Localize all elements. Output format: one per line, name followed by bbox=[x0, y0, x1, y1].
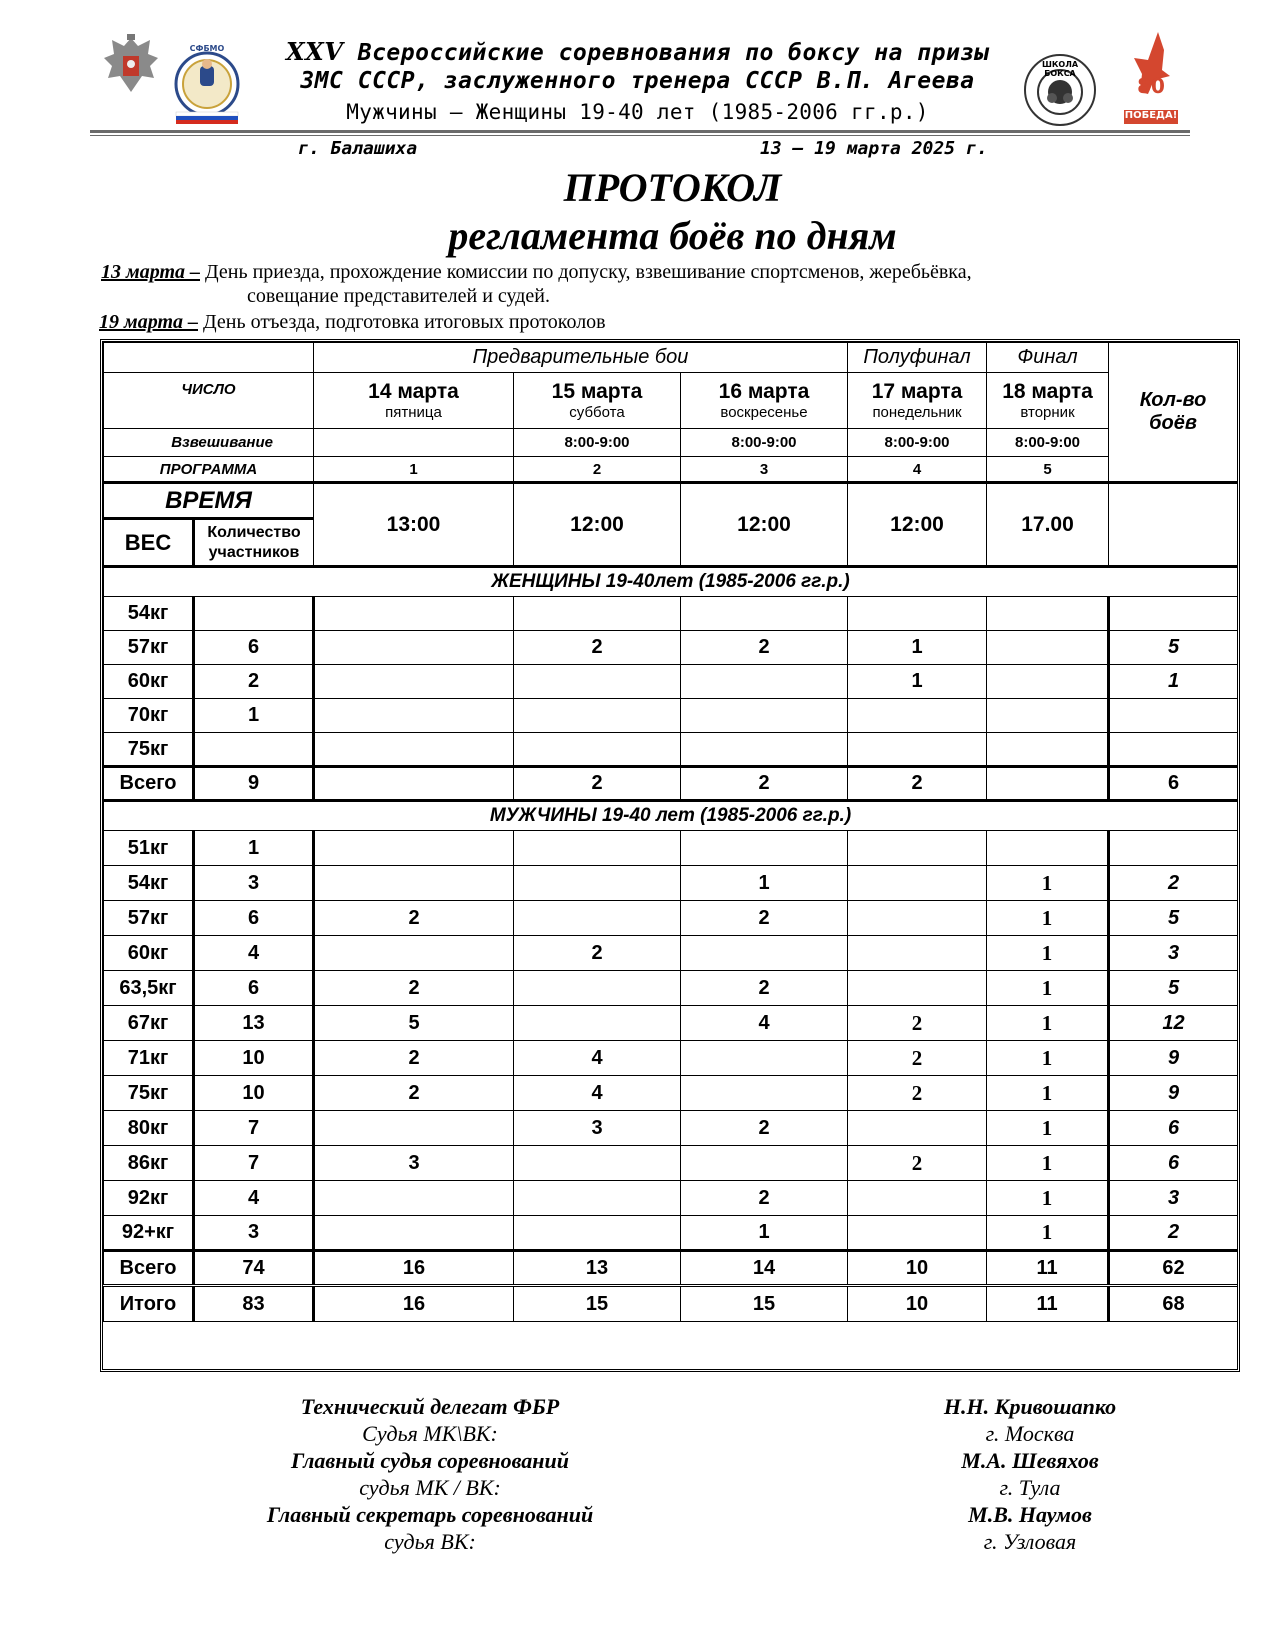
table-row bbox=[104, 1286, 1238, 1322]
bouts-day-2 bbox=[514, 597, 681, 631]
bouts-day-5 bbox=[987, 631, 1109, 665]
note-arrival bbox=[101, 260, 1221, 284]
note-departure bbox=[99, 310, 606, 334]
weight-cell: 51кг bbox=[104, 831, 194, 866]
bouts-day-1: 3 bbox=[314, 1146, 514, 1181]
bouts-day-2 bbox=[514, 1216, 681, 1251]
bouts-day-3 bbox=[681, 1041, 848, 1076]
bouts-day-2: 4 bbox=[514, 1076, 681, 1111]
table-row bbox=[104, 699, 1238, 733]
bouts-total bbox=[1109, 733, 1238, 767]
bouts-day-1 bbox=[314, 1181, 514, 1216]
table-row bbox=[104, 1006, 1238, 1041]
bouts-day-5: 11 bbox=[987, 1251, 1109, 1286]
bouts-day-2 bbox=[514, 1146, 681, 1181]
bouts-day-1: 16 bbox=[314, 1286, 514, 1322]
bouts-day-5: 1 bbox=[987, 971, 1109, 1006]
participants-label: Количество участников bbox=[194, 519, 314, 567]
stage-semi: Полуфинал bbox=[848, 343, 987, 373]
bouts-day-2: 13 bbox=[514, 1251, 681, 1286]
bouts-day-1: 16 bbox=[314, 1251, 514, 1286]
participants-cell: 7 bbox=[194, 1146, 314, 1181]
weigh-day-1 bbox=[314, 429, 514, 457]
participants-cell: 7 bbox=[194, 1111, 314, 1146]
bouts-total bbox=[1109, 831, 1238, 866]
bouts-day-4: 2 bbox=[848, 1076, 987, 1111]
bouts-day-4 bbox=[848, 733, 987, 767]
bouts-day-3 bbox=[681, 597, 848, 631]
kolvo-header: Кол-во боёв bbox=[1109, 343, 1238, 483]
time-day-2: 12:00 bbox=[514, 483, 681, 567]
participants-cell: 2 bbox=[194, 665, 314, 699]
day-5-header: 18 марта вторник bbox=[987, 373, 1109, 429]
stage-prelim: Предварительные бои bbox=[314, 343, 848, 373]
bouts-day-4: 1 bbox=[848, 665, 987, 699]
day-2-header: 15 марта суббота bbox=[514, 373, 681, 429]
bouts-day-4 bbox=[848, 831, 987, 866]
bouts-total bbox=[1109, 699, 1238, 733]
weight-cell: 86кг bbox=[104, 1146, 194, 1181]
bouts-day-4 bbox=[848, 1111, 987, 1146]
day-4-header: 17 марта понедельник bbox=[848, 373, 987, 429]
sig-name-1: Н.Н. Кривошапко bbox=[943, 1394, 1117, 1419]
bouts-day-5: 1 bbox=[987, 901, 1109, 936]
program-day-3: 3 bbox=[681, 457, 848, 483]
bouts-total: 9 bbox=[1109, 1041, 1238, 1076]
bouts-day-1 bbox=[314, 767, 514, 801]
sig-role-2-sub: судья МК / ВК: bbox=[359, 1475, 501, 1500]
table-row bbox=[104, 597, 1238, 631]
participants-cell: 6 bbox=[194, 971, 314, 1006]
header-rule-thin bbox=[90, 135, 1190, 136]
bouts-day-4 bbox=[848, 699, 987, 733]
event-city: г. Балашиха bbox=[298, 138, 418, 159]
header-line-3: Мужчины – Женщины 19-40 лет (1985-2006 гг.р.) bbox=[346, 100, 929, 124]
bouts-day-2: 2 bbox=[514, 936, 681, 971]
bouts-day-2: 4 bbox=[514, 1041, 681, 1076]
bouts-day-1: 5 bbox=[314, 1006, 514, 1041]
participants-cell: 10 bbox=[194, 1041, 314, 1076]
bouts-day-2 bbox=[514, 971, 681, 1006]
bouts-day-3 bbox=[681, 831, 848, 866]
table-row bbox=[104, 733, 1238, 767]
table-row bbox=[104, 631, 1238, 665]
boxing-school-logo-text: ШКОЛА БОКСА bbox=[1041, 60, 1079, 78]
bouts-day-1 bbox=[314, 936, 514, 971]
hdr-empty bbox=[104, 343, 314, 373]
time-label: ВРЕМЯ bbox=[104, 483, 314, 519]
weight-cell: 63,5кг bbox=[104, 971, 194, 1006]
program-day-5: 5 bbox=[987, 457, 1109, 483]
table-row bbox=[104, 1041, 1238, 1076]
bouts-day-3 bbox=[681, 733, 848, 767]
sig-city-3: г. Узловая bbox=[983, 1529, 1077, 1554]
note-departure-text: День отъезда, подготовка итоговых протоколов bbox=[198, 311, 606, 333]
bouts-day-2 bbox=[514, 665, 681, 699]
time-day-5: 17.00 bbox=[987, 483, 1109, 567]
weight-cell: 70кг bbox=[104, 699, 194, 733]
table-row bbox=[104, 1146, 1238, 1181]
schedule-table bbox=[100, 339, 1240, 1372]
bouts-day-4 bbox=[848, 597, 987, 631]
weight-cell: 54кг bbox=[104, 597, 194, 631]
bouts-day-3 bbox=[681, 665, 848, 699]
bouts-total: 6 bbox=[1109, 767, 1238, 801]
bouts-day-2 bbox=[514, 1006, 681, 1041]
bouts-day-1 bbox=[314, 1111, 514, 1146]
bouts-total: 6 bbox=[1109, 1146, 1238, 1181]
bouts-day-3: 2 bbox=[681, 1181, 848, 1216]
bouts-day-1 bbox=[314, 733, 514, 767]
bouts-total: 2 bbox=[1109, 1216, 1238, 1251]
time-day-1: 13:00 bbox=[314, 483, 514, 567]
sig-city-2: г. Тула bbox=[999, 1475, 1061, 1500]
bouts-day-2 bbox=[514, 866, 681, 901]
bouts-day-4: 2 bbox=[848, 1146, 987, 1181]
participants-cell: 74 bbox=[194, 1251, 314, 1286]
program-day-1: 1 bbox=[314, 457, 514, 483]
time-kolvo-empty bbox=[1109, 483, 1238, 567]
weight-label: ВЕС bbox=[104, 519, 194, 567]
participants-cell: 13 bbox=[194, 1006, 314, 1041]
header-rule bbox=[90, 130, 1190, 133]
bouts-day-3: 2 bbox=[681, 901, 848, 936]
bouts-day-1 bbox=[314, 597, 514, 631]
participants-cell: 3 bbox=[194, 866, 314, 901]
bouts-day-4: 1 bbox=[848, 631, 987, 665]
bouts-day-1 bbox=[314, 631, 514, 665]
women-section-title: ЖЕНЩИНЫ 19-40лет (1985-2006 гг.р.) bbox=[104, 567, 1238, 597]
bouts-day-5: 1 bbox=[987, 866, 1109, 901]
table-row bbox=[104, 971, 1238, 1006]
weight-cell: 75кг bbox=[104, 1076, 194, 1111]
weigh-day-3: 8:00-9:00 bbox=[681, 429, 848, 457]
bouts-day-5 bbox=[987, 767, 1109, 801]
sig-name-2: М.А. Шевяхов bbox=[961, 1448, 1099, 1473]
bouts-day-5: 1 bbox=[987, 1216, 1109, 1251]
bouts-day-3 bbox=[681, 1146, 848, 1181]
bouts-day-5 bbox=[987, 733, 1109, 767]
program-label: ПРОГРАММА bbox=[104, 457, 314, 483]
bouts-day-1 bbox=[314, 831, 514, 866]
bouts-total: 6 bbox=[1109, 1111, 1238, 1146]
bouts-day-2: 3 bbox=[514, 1111, 681, 1146]
bouts-day-1 bbox=[314, 1216, 514, 1251]
participants-cell: 1 bbox=[194, 699, 314, 733]
table-row bbox=[104, 767, 1238, 801]
header-line-2: ЗМС СССР, заслуженного тренера СССР В.П. Агеева bbox=[300, 68, 975, 94]
protocol-title: ПРОТОКОЛ bbox=[563, 165, 782, 210]
participants-cell: 1 bbox=[194, 831, 314, 866]
weigh-day-5: 8:00-9:00 bbox=[987, 429, 1109, 457]
bouts-total: 3 bbox=[1109, 1181, 1238, 1216]
weight-cell: 60кг bbox=[104, 936, 194, 971]
bouts-day-5: 1 bbox=[987, 1181, 1109, 1216]
participants-cell: 9 bbox=[194, 767, 314, 801]
bouts-day-5: 1 bbox=[987, 1041, 1109, 1076]
bouts-day-1 bbox=[314, 665, 514, 699]
weight-cell: 75кг bbox=[104, 733, 194, 767]
weight-cell: 92кг bbox=[104, 1181, 194, 1216]
bouts-day-2 bbox=[514, 901, 681, 936]
table-row bbox=[104, 831, 1238, 866]
bouts-total: 3 bbox=[1109, 936, 1238, 971]
weight-cell: 60кг bbox=[104, 665, 194, 699]
bouts-total bbox=[1109, 597, 1238, 631]
bouts-day-4 bbox=[848, 866, 987, 901]
chislo-header: ЧИСЛО bbox=[104, 373, 314, 429]
table-row bbox=[104, 1076, 1238, 1111]
bouts-day-5 bbox=[987, 665, 1109, 699]
weight-cell: 92+кг bbox=[104, 1216, 194, 1251]
bouts-day-3 bbox=[681, 936, 848, 971]
stage-final: Финал bbox=[987, 343, 1109, 373]
weigh-day-2: 8:00-9:00 bbox=[514, 429, 681, 457]
bouts-day-1 bbox=[314, 699, 514, 733]
weight-cell: 67кг bbox=[104, 1006, 194, 1041]
note-arrival-cont: совещание представителей и судей. bbox=[247, 285, 551, 307]
bouts-day-5: 1 bbox=[987, 1146, 1109, 1181]
bouts-day-4 bbox=[848, 1181, 987, 1216]
program-day-4: 4 bbox=[848, 457, 987, 483]
bouts-day-5: 11 bbox=[987, 1286, 1109, 1322]
participants-cell: 4 bbox=[194, 936, 314, 971]
bouts-day-2 bbox=[514, 699, 681, 733]
bouts-day-3: 14 bbox=[681, 1251, 848, 1286]
header-line-1 bbox=[0, 37, 1275, 66]
time-day-3: 12:00 bbox=[681, 483, 848, 567]
bouts-day-4: 10 bbox=[848, 1251, 987, 1286]
sig-role-1: Технический делегат ФБР bbox=[300, 1394, 560, 1419]
sig-city-1: г. Москва bbox=[985, 1421, 1075, 1446]
participants-cell bbox=[194, 733, 314, 767]
bouts-day-5: 1 bbox=[987, 936, 1109, 971]
bouts-day-1: 2 bbox=[314, 1041, 514, 1076]
bouts-day-3: 2 bbox=[681, 631, 848, 665]
bouts-day-3: 2 bbox=[681, 971, 848, 1006]
weight-cell: 57кг bbox=[104, 631, 194, 665]
weight-cell: Итого bbox=[104, 1286, 194, 1322]
program-day-2: 2 bbox=[514, 457, 681, 483]
men-section-title: МУЖЧИНЫ 19-40 лет (1985-2006 гг.р.) bbox=[104, 801, 1238, 831]
weight-cell: Всего bbox=[104, 767, 194, 801]
time-day-4: 12:00 bbox=[848, 483, 987, 567]
bouts-day-1: 2 bbox=[314, 901, 514, 936]
bouts-total: 9 bbox=[1109, 1076, 1238, 1111]
sig-role-3-sub: судья ВК: bbox=[384, 1529, 476, 1554]
sig-role-1-sub: Судья МК\ВК: bbox=[362, 1421, 498, 1446]
participants-cell: 83 bbox=[194, 1286, 314, 1322]
bouts-day-2: 15 bbox=[514, 1286, 681, 1322]
bouts-day-4: 2 bbox=[848, 767, 987, 801]
bouts-day-2 bbox=[514, 831, 681, 866]
sig-role-2: Главный судья соревнований bbox=[291, 1448, 569, 1473]
bouts-day-3: 15 bbox=[681, 1286, 848, 1322]
table-row bbox=[104, 1181, 1238, 1216]
participants-cell: 6 bbox=[194, 901, 314, 936]
bouts-total: 62 bbox=[1109, 1251, 1238, 1286]
participants-cell: 10 bbox=[194, 1076, 314, 1111]
participants-cell bbox=[194, 597, 314, 631]
table-row bbox=[104, 1111, 1238, 1146]
bouts-total: 2 bbox=[1109, 866, 1238, 901]
bouts-day-3: 2 bbox=[681, 767, 848, 801]
table-row bbox=[104, 866, 1238, 901]
protocol-subtitle: регламента боёв по дням bbox=[448, 213, 897, 258]
bouts-day-3: 1 bbox=[681, 866, 848, 901]
day-1-header: 14 марта пятница bbox=[314, 373, 514, 429]
weight-cell: Всего bbox=[104, 1251, 194, 1286]
table-row bbox=[104, 665, 1238, 699]
bouts-total: 12 bbox=[1109, 1006, 1238, 1041]
bouts-day-4: 2 bbox=[848, 1041, 987, 1076]
bouts-total: 5 bbox=[1109, 901, 1238, 936]
bouts-day-5 bbox=[987, 699, 1109, 733]
bouts-day-4: 2 bbox=[848, 1006, 987, 1041]
bouts-day-3: 1 bbox=[681, 1216, 848, 1251]
bouts-day-4 bbox=[848, 1216, 987, 1251]
bouts-day-3: 2 bbox=[681, 1111, 848, 1146]
table-row bbox=[104, 1216, 1238, 1251]
note-arrival-text: День приезда, прохождение комиссии по допуску, взвешивание спортсменов, жеребьёвка, bbox=[200, 261, 972, 283]
event-dates: 13 – 19 марта 2025 г. bbox=[760, 138, 988, 159]
participants-cell: 6 bbox=[194, 631, 314, 665]
bouts-day-3 bbox=[681, 1076, 848, 1111]
bouts-day-5: 1 bbox=[987, 1076, 1109, 1111]
note-departure-date: 19 марта – bbox=[99, 311, 198, 333]
bouts-day-4 bbox=[848, 971, 987, 1006]
bouts-day-4 bbox=[848, 936, 987, 971]
bouts-total: 1 bbox=[1109, 665, 1238, 699]
bouts-day-1: 2 bbox=[314, 971, 514, 1006]
bouts-day-5: 1 bbox=[987, 1006, 1109, 1041]
bouts-day-2: 2 bbox=[514, 631, 681, 665]
header-line-1-text: Всероссийские соревнования по боксу на призы bbox=[357, 40, 989, 66]
bouts-day-1: 2 bbox=[314, 1076, 514, 1111]
victory-80-number: 80 bbox=[1137, 74, 1165, 98]
weight-cell: 54кг bbox=[104, 866, 194, 901]
bouts-day-5 bbox=[987, 831, 1109, 866]
victory-pobeda-text: ПОБЕДА! bbox=[1124, 110, 1178, 121]
weigh-day-4: 8:00-9:00 bbox=[848, 429, 987, 457]
sig-role-3: Главный секретарь соревнований bbox=[266, 1502, 594, 1527]
bouts-day-5 bbox=[987, 597, 1109, 631]
weigh-label: Взвешивание bbox=[104, 429, 314, 457]
bouts-day-2 bbox=[514, 1181, 681, 1216]
table-row bbox=[104, 901, 1238, 936]
bouts-total: 68 bbox=[1109, 1286, 1238, 1322]
sfbmo-logo-text: СФБМО bbox=[189, 44, 225, 53]
note-arrival-date: 13 марта – bbox=[101, 261, 200, 283]
day-3-header: 16 марта воскресенье bbox=[681, 373, 848, 429]
sig-name-3: М.В. Наумов bbox=[968, 1502, 1092, 1527]
weight-cell: 57кг bbox=[104, 901, 194, 936]
bouts-day-3: 4 bbox=[681, 1006, 848, 1041]
bouts-day-2: 2 bbox=[514, 767, 681, 801]
table-row bbox=[104, 936, 1238, 971]
bouts-total: 5 bbox=[1109, 631, 1238, 665]
weight-cell: 80кг bbox=[104, 1111, 194, 1146]
table-row bbox=[104, 1251, 1238, 1286]
bouts-total: 5 bbox=[1109, 971, 1238, 1006]
header-roman: XXV bbox=[285, 37, 344, 66]
bouts-day-4 bbox=[848, 901, 987, 936]
bouts-day-4: 10 bbox=[848, 1286, 987, 1322]
bouts-day-5: 1 bbox=[987, 1111, 1109, 1146]
bouts-day-1 bbox=[314, 866, 514, 901]
participants-cell: 4 bbox=[194, 1181, 314, 1216]
bouts-day-3 bbox=[681, 699, 848, 733]
weight-cell: 71кг bbox=[104, 1041, 194, 1076]
bouts-day-2 bbox=[514, 733, 681, 767]
participants-cell: 3 bbox=[194, 1216, 314, 1251]
